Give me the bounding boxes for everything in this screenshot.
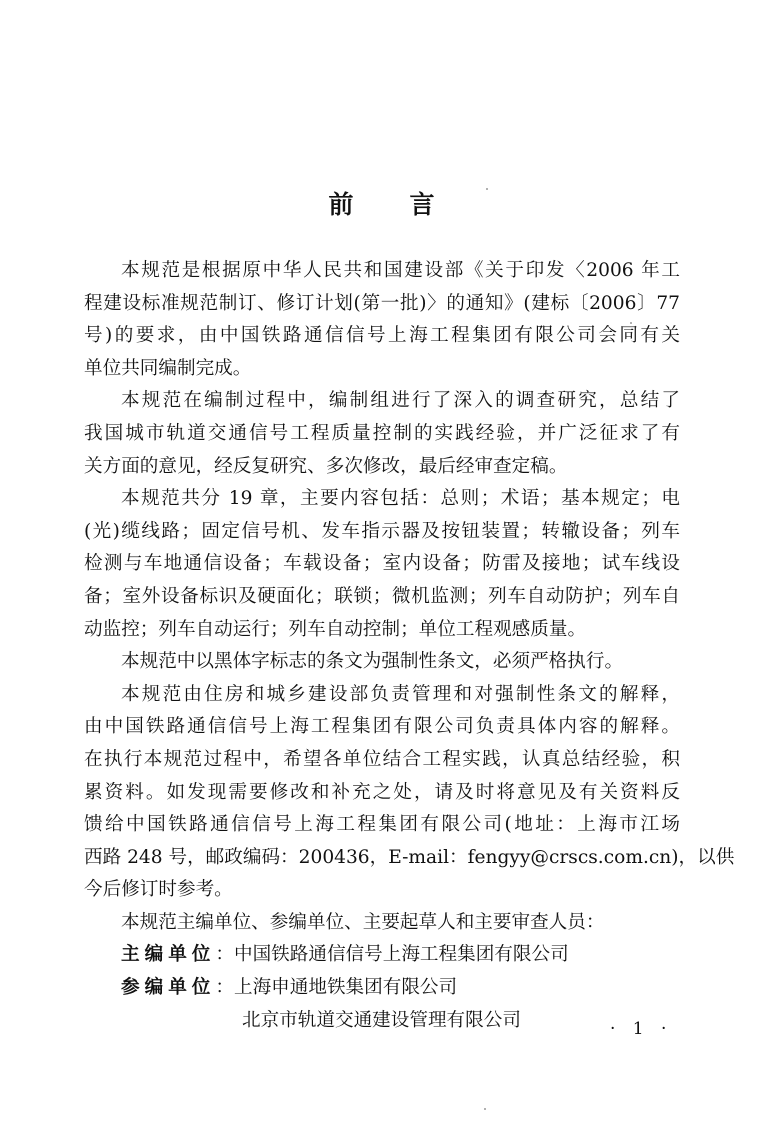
text-line: 累资料。如发现需要修改和补充之处，请及时将意见及有关资料反 xyxy=(84,781,680,803)
text-line: 本规范由住房和城乡建设部负责管理和对强制性条文的解释， xyxy=(121,683,680,705)
text-line: 本规范中以黑体字标志的条文为强制性条文，必须严格执行。 xyxy=(121,651,624,673)
paragraph-management xyxy=(84,679,735,907)
text-line: 今后修订时参考。 xyxy=(84,879,233,901)
scan-speck xyxy=(630,322,632,324)
text-line: 备；室外设备标识及硬面化；联锁；微机监测；列车自动防护；列车自 xyxy=(84,585,680,607)
page-title xyxy=(0,185,763,221)
title-char-1: 前 xyxy=(328,189,354,219)
text-line: 本规范在编制过程中，编制组进行了深入的调查研究，总结了 xyxy=(121,390,680,412)
participating-label: 参编单位 xyxy=(121,977,216,999)
scan-speck xyxy=(484,1108,486,1110)
paragraph-process xyxy=(84,385,680,483)
title-char-2: 言 xyxy=(409,189,435,219)
text-line: 程建设标准规范制订、修订计划(第一批)〉的通知》(建标〔2006〕77 xyxy=(84,292,680,314)
chief-editor-value: ：中国铁路通信信号上海工程集团有限公司 xyxy=(215,944,569,966)
chief-editor-unit xyxy=(84,939,680,972)
paragraph-units-intro xyxy=(84,907,680,940)
text-line: 本规范是根据原中华人民共和国建设部《关于印发〈2006 年工 xyxy=(121,260,680,281)
text-line: 号)的要求，由中国铁路通信信号上海工程集团有限公司会同有关 xyxy=(84,325,680,347)
participating-value-2: 北京市轨道交通建设管理有限公司 xyxy=(242,1009,521,1031)
paragraph-origin xyxy=(84,255,680,385)
text-line: 动监控；列车自动运行；列车自动控制；单位工程观感质量。 xyxy=(84,618,587,640)
units-list xyxy=(84,939,680,1037)
text-line: 在执行本规范过程中，希望各单位结合工程实践，认真总结经验，积 xyxy=(84,748,680,770)
text-line: 我国城市轨道交通信号工程质量控制的实践经验，并广泛征求了有 xyxy=(84,422,680,444)
text-line: (光)缆线路；固定信号机、发车指示器及按钮装置；转辙设备；列车 xyxy=(84,520,680,542)
paragraph-contents xyxy=(84,483,680,646)
participating-value-1: ：上海申通地铁集团有限公司 xyxy=(215,977,458,999)
chief-editor-label: 主编单位 xyxy=(121,944,216,966)
text-line: 由中国铁路通信信号上海工程集团有限公司负责具体内容的解释。 xyxy=(84,716,680,738)
text-line: 本规范共分 19 章，主要内容包括：总则；术语；基本规定；电 xyxy=(121,488,680,510)
page-number: · 1 · xyxy=(610,1019,673,1039)
preface-body xyxy=(84,255,735,1037)
text-line: 检测与车地通信设备；车载设备；室内设备；防雷及接地；试车线设 xyxy=(84,553,680,575)
paragraph-mandatory xyxy=(84,646,680,679)
text-line: 馈给中国铁路通信信号上海工程集团有限公司(地址：上海市江场 xyxy=(84,814,680,836)
scan-speck xyxy=(486,188,488,190)
text-line: 西路 248 号，邮政编码：200436，E-mail：fengyy@crscs.com.cn)，以供 xyxy=(84,846,735,868)
text-line: 关方面的意见，经反复研究、多次修改，最后经审查定稿。 xyxy=(84,455,568,477)
text-line: 本规范主编单位、参编单位、主要起草人和主要审查人员： xyxy=(121,911,605,933)
text-line: 单位共同编制完成。 xyxy=(84,357,252,379)
participating-unit xyxy=(84,972,680,1005)
